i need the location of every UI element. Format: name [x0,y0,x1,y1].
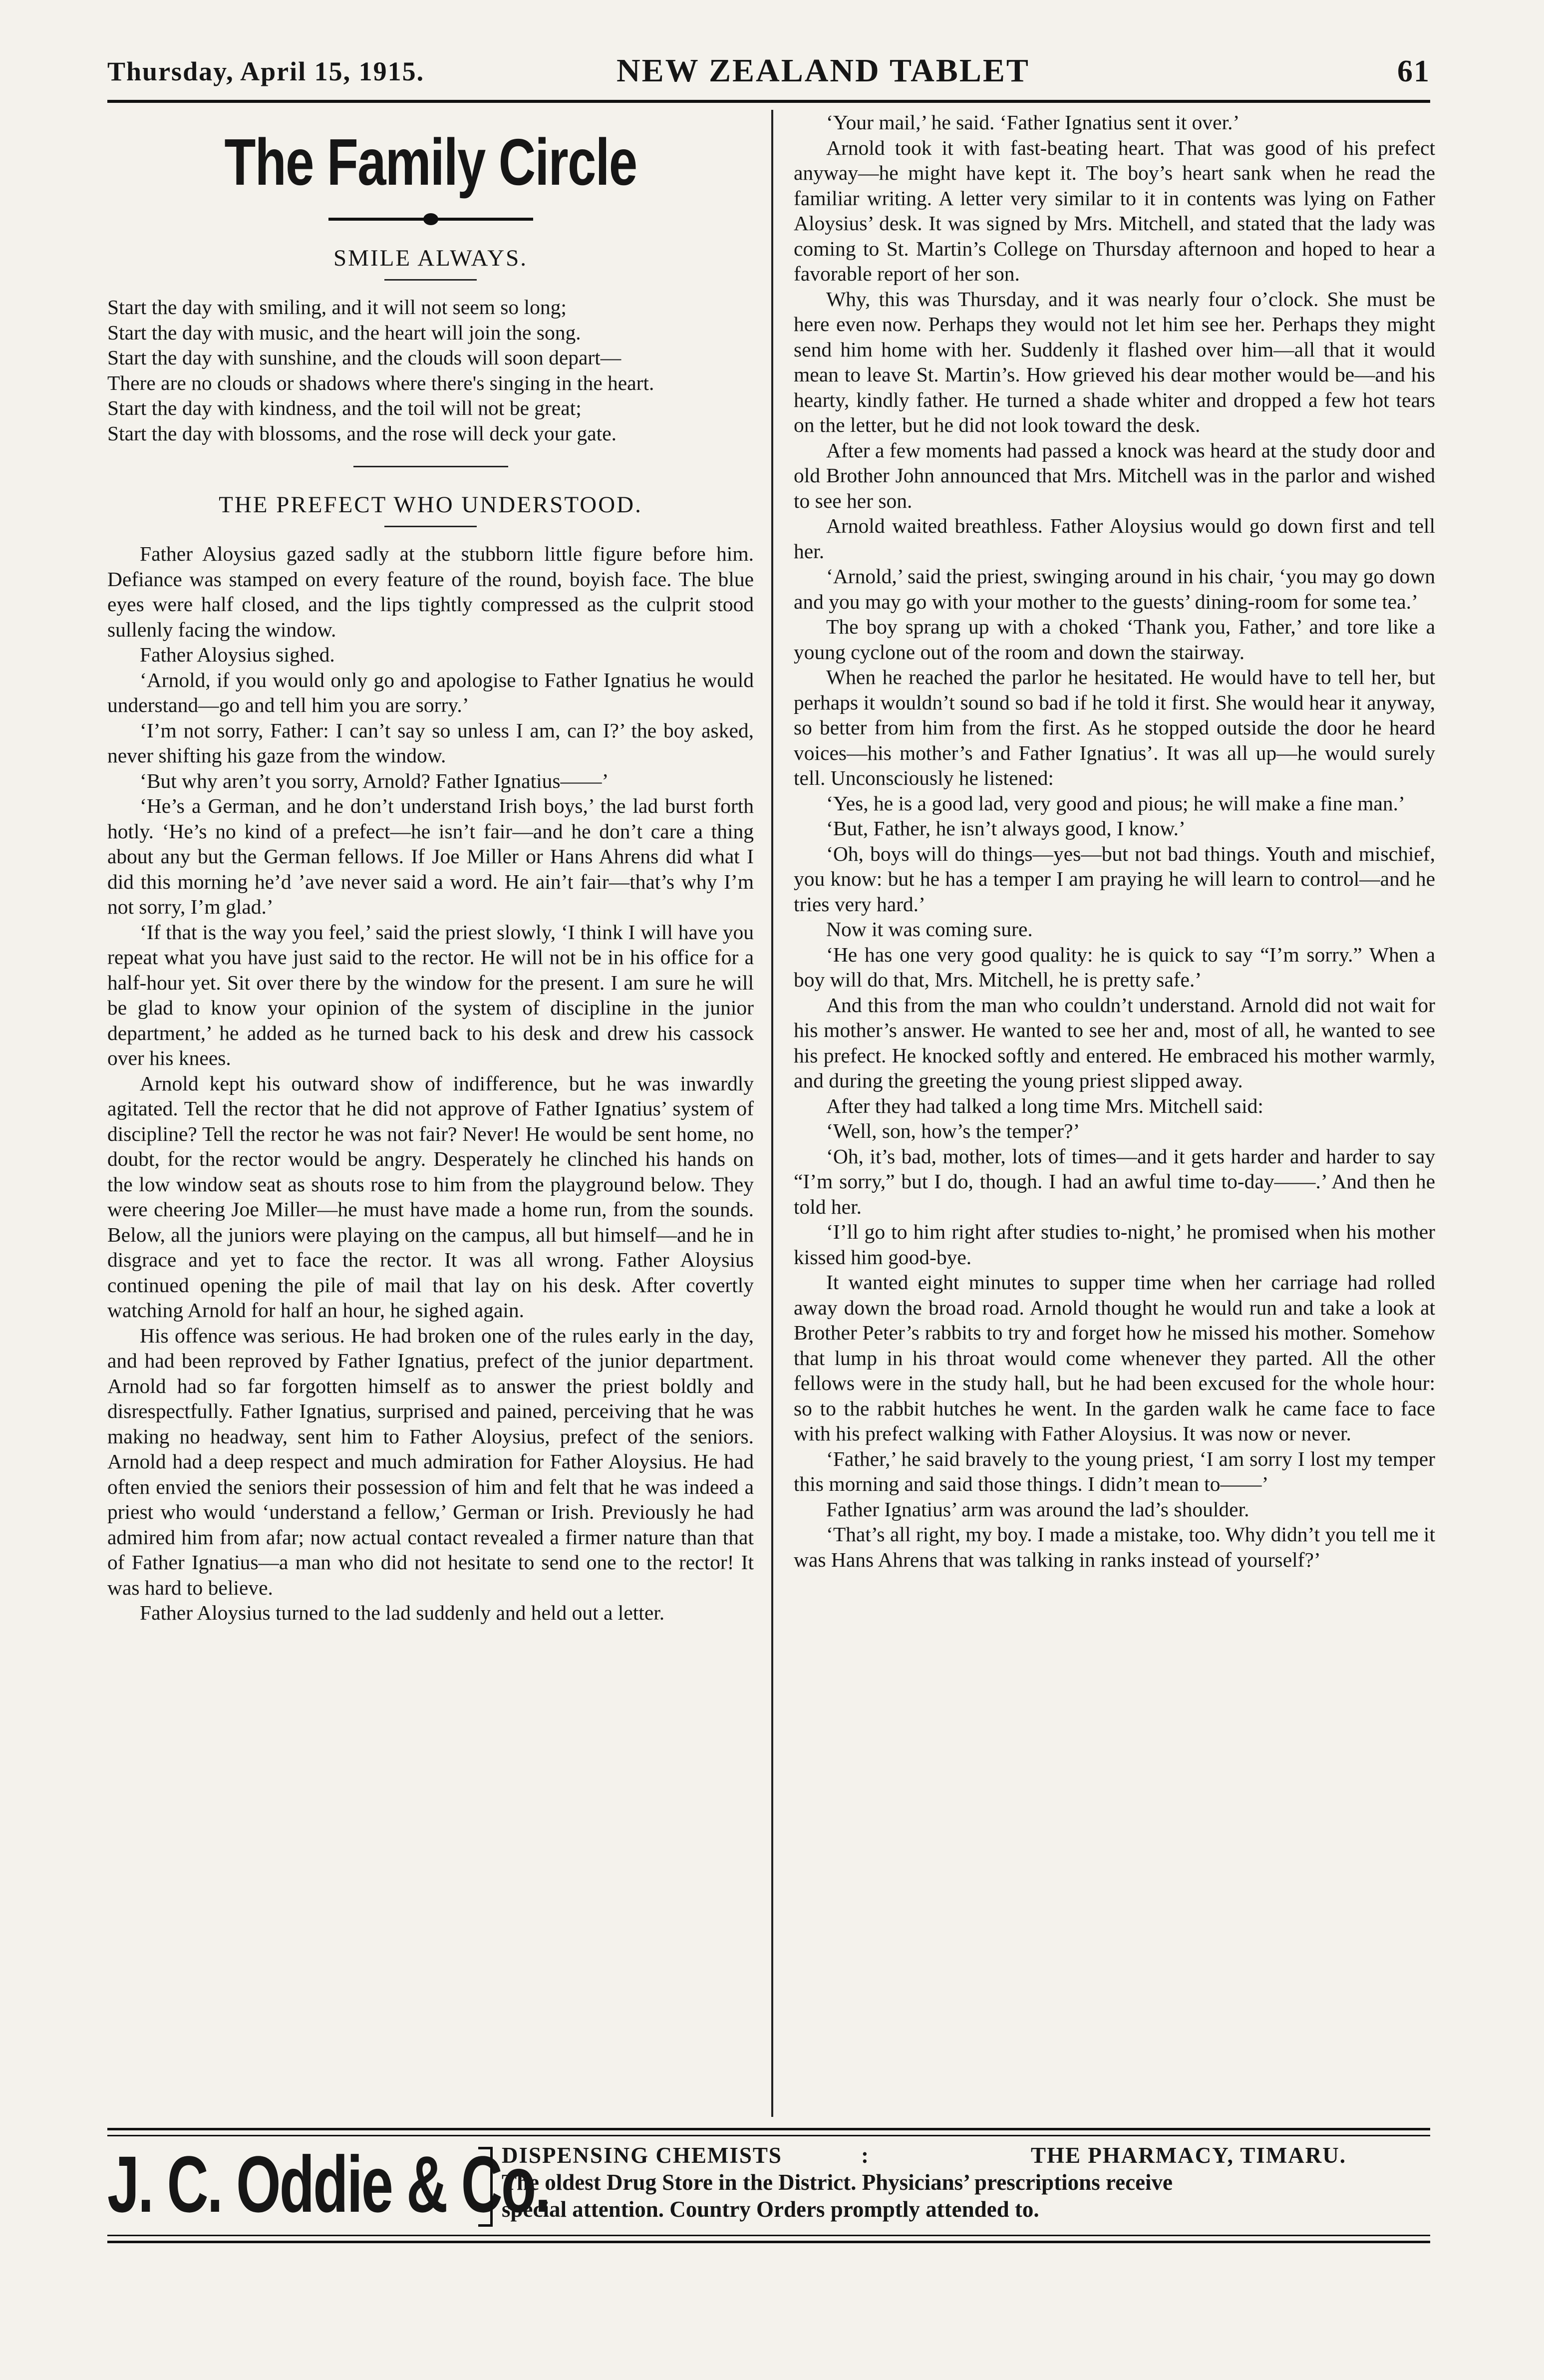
ad-line2: The oldest Drug Store in the District. Physicians’ prescriptions receive [502,2170,1173,2195]
ad-line1-left: DISPENSING CHEMISTS [502,2143,782,2168]
story-paragraph: When he reached the parlor he hesitated. He would have to tell her, but perhaps it wouldn’t sound so bad if he told it first. She would hear it anyway, so better from him from the first. As he stopped outside the door he heard voices—his mother’s and Father Ignatius’. It was all up—he would surely tell. Unconsciously he listened: [794,666,1435,789]
ad-line3: special attention. Country Orders promptly attended to. [502,2197,1039,2222]
ornament-rule [328,218,533,221]
story-paragraph: Father Ignatius’ arm was around the lad’s shoulder. [826,1497,1249,1521]
ad-rule [107,2235,1430,2236]
story-paragraph: Arnold took it with fast-beating heart. That was good of his prefect anyway—he might have kept it. The boy’s heart sank when he read the familiar writing. A letter very similar to it in contents was lying on Father Aloysius’ desk. It was signed by Mrs. Mitchell, and stated that the lady was coming to St. Martin’s College on Thursday afternoon and hoped to hear a favorable report of her son. [794,136,1435,285]
story-paragraph: ‘But, Father, he isn’t always good, I know.’ [826,817,1186,840]
left-column [107,110,754,1626]
ad-rule [107,2128,1430,2130]
story-paragraph: ‘Arnold,’ said the priest, swinging around in his chair, ‘you may go down and you may go with your mother to the guests’ dining-room for some tea.’ [794,565,1435,613]
poem-line: Start the day with kindness, and the toil will not be great; [107,396,582,419]
poem-title: SMILE ALWAYS. [333,245,528,271]
story-paragraph: ‘I’ll go to him right after studies to-night,’ he promised when his mother kissed him good-bye. [794,1220,1435,1269]
ad-copy [502,2142,1430,2223]
story-paragraph: ‘Oh, it’s bad, mother, lots of times—and it gets harder and harder to say “I’m sorry,” but I do, though. I had an awful time to-day——.’ And then he told her. [794,1144,1435,1218]
story-paragraph: ‘That’s all right, my boy. I made a mistake, too. Why didn’t you tell me it was Hans Ahrens that was talking in ranks instead of yourself?’ [794,1523,1435,1571]
ad-line1-separator: : [861,2143,870,2168]
story-paragraph: Now it was coming sure. [826,918,1033,941]
story-paragraph: ‘Oh, boys will do things—yes—but not bad things. Youth and mischief, you know: but he has a temper I am praying he will learn to control—and he tries very hard.’ [794,842,1435,916]
ad-line1-right: THE PHARMACY, TIMARU. [1031,2143,1347,2168]
section-rule [353,466,508,467]
poem-line: Start the day with sunshine, and the clouds will soon depart— [107,346,621,369]
story-title: THE PREFECT WHO UNDERSTOOD. [219,492,642,518]
story-left [107,541,754,1626]
poem-line: Start the day with music, and the heart will join the song. [107,321,581,344]
right-column [794,110,1435,1572]
story-paragraph: After a few moments had passed a knock was heard at the study door and old Brother John announced that Mrs. Mitchell was in the parlor and wished to see her son. [794,438,1435,512]
ad-rule [107,2135,1430,2136]
story-paragraph: ‘Your mail,’ he said. ‘Father Ignatius sent it over.’ [826,111,1240,134]
story-paragraph: After they had talked a long time Mrs. Mitchell said: [826,1094,1263,1117]
story-paragraph: ‘Well, son, how’s the temper?’ [826,1119,1080,1142]
issue-date: Thursday, April 15, 1915. [107,56,425,86]
story-paragraph: Arnold kept his outward show of indifference, but he was inwardly agitated. Tell the rector that he did not approve of Father Ignatius’ system of discipline? Tell the rector he was not fair? Never! He would be sent home, no doubt, for the rector would be angry. Desperately he clinched his hands on the low window seat as shouts rose to him from the playground below. They were cheering Joe Miller—he must have made a home run, from the sounds. Below, all the juniors were playing on the campus, all but himself—and he in disgrace and yet to face the rector. It was all wrong. Father Aloysius continued opening the pile of mail that lay on his desk. After covertly watching Arnold for half an hour, he sighed again. [107,1071,754,1322]
story-paragraph: ‘He’s a German, and he don’t understand Irish boys,’ the lad burst forth hotly. ‘He’s no kind of a prefect—he isn’t fair—and he don’t care a thing about any but the German fellows. If Joe Miller or Hans Ahrens did what I did this morning he’d ’ave never said a word. He ain’t fair—that’s why I’m not sorry, I’m glad.’ [107,794,754,918]
story-paragraph: And this from the man who couldn’t understand. Arnold did not wait for his mother’s answer. He wanted to see her and, most of all, he wanted to see his prefect. He knocked softly and entered. He embraced his mother warmly, and during the greeting the young priest slipped away. [794,993,1435,1092]
ad-rule [107,2241,1430,2243]
running-head [107,50,1430,97]
story-paragraph: ‘Arnold, if you would only go and apologise to Father Ignatius he would understand—go and tell him you are sorry.’ [107,668,754,716]
story-paragraph: Arnold waited breathless. Father Aloysius would go down first and tell her. [794,514,1435,563]
story-paragraph: ‘He has one very good quality: he is quick to say “I’m sorry.” When a boy will do that, Mrs. Mitchell, he is pretty safe.’ [794,943,1435,991]
story-paragraph: Father Aloysius gazed sadly at the stubborn little figure before him. Defiance was stamped on every feature of the round, boyish face. The blue eyes were half closed, and the lips tightly compressed as the culprit stood sullenly facing the window. [107,542,754,641]
poem-line: There are no clouds or shadows where there's singing in the heart. [107,371,654,394]
story-paragraph: ‘If that is the way you feel,’ said the priest slowly, ‘I think I will have you repeat what you have just said to the rector. He will not be in his office for a half-hour yet. Sit over there by the window for the present. I am sure he will be glad to know your opinion of the system of discipline in the junior department,’ he added as he turned back to his desk and drew his cassock over his knees. [107,920,754,1069]
story-paragraph: The boy sprang up with a choked ‘Thank you, Father,’ and tore like a young cyclone out of the room and down the stairway. [794,615,1435,664]
story-paragraph: His offence was serious. He had broken one of the rules early in the day, and had been reproved by Father Ignatius, prefect of the junior department. Arnold had so far forgotten himself as to answer the priest boldly and disrespectfully. Father Ignatius, surprised and pained, perceiving that he was making no headway, sent him to Father Aloysius, prefect of the seniors. Arnold had a deep respect and much admiration for Father Aloysius. He had often envied the seniors their possession of him and felt that he was indeed a priest who would ‘understand a fellow,’ German or Irish. Previously he had admired him from afar; now actual contact revealed a firmer nature than that of Father Ignatius—a man who did not hesitate to send one to the rector! It was hard to believe. [107,1324,754,1599]
header-rule [107,100,1430,103]
poem-line: Start the day with smiling, and it will not seem so long; [107,296,567,319]
publication-title: NEW ZEALAND TABLET [617,52,1030,89]
column-divider [771,110,773,2117]
story-paragraph: ‘I’m not sorry, Father: I can’t say so unless I am, can I?’ the boy asked, never shifting his gaze from the window. [107,718,754,767]
poem-line: Start the day with blossoms, and the rose will deck your gate. [107,421,617,445]
story-paragraph: Father Aloysius turned to the lad suddenly and held out a letter. [140,1601,665,1624]
ad-bracket [478,2147,493,2227]
ad-brand: J. C. Oddie & Co. [107,2139,550,2229]
story-paragraph: It wanted eight minutes to supper time when her carriage had rolled away down the broad road. Arnold thought he would run and take a look at Brother Peter’s rabbits to try and forget how he missed his mother. Somehow that lump in his throat would come whenever they parted. All the other fellows were in the study hall, but he had been excused for the whole hour: so to the rabbit hutches he went. In the garden walk he came face to face with his prefect walking with Father Aloysius. It was now or never. [794,1271,1435,1445]
poem-title-rule [384,279,477,281]
poem [107,295,754,446]
story-paragraph: ‘But why aren’t you sorry, Arnold? Father Ignatius——’ [140,769,609,792]
story-paragraph: Why, this was Thursday, and it was nearly four o’clock. She must be here even now. Perhaps they would not let him see her. Perhaps they might send him home with her. Suddenly it flashed over him—all that it would mean to leave St. Martin’s. How grieved his dear mother would be—and his hearty, kindly father. He turned a shade whiter and dropped a few hot tears on the letter, but he did not look toward the desk. [794,287,1435,436]
story-paragraph: ‘Father,’ he said bravely to the young priest, ‘I am sorry I lost my temper this morning and said those things. I didn’t mean to——’ [794,1447,1435,1495]
story-title-rule [384,526,477,527]
story-paragraph: Father Aloysius sighed. [140,643,335,666]
page-number: 61 [1397,54,1430,88]
story-paragraph: ‘Yes, he is a good lad, very good and pious; he will make a fine man.’ [826,791,1405,815]
section-title: The Family Circle [224,125,637,199]
